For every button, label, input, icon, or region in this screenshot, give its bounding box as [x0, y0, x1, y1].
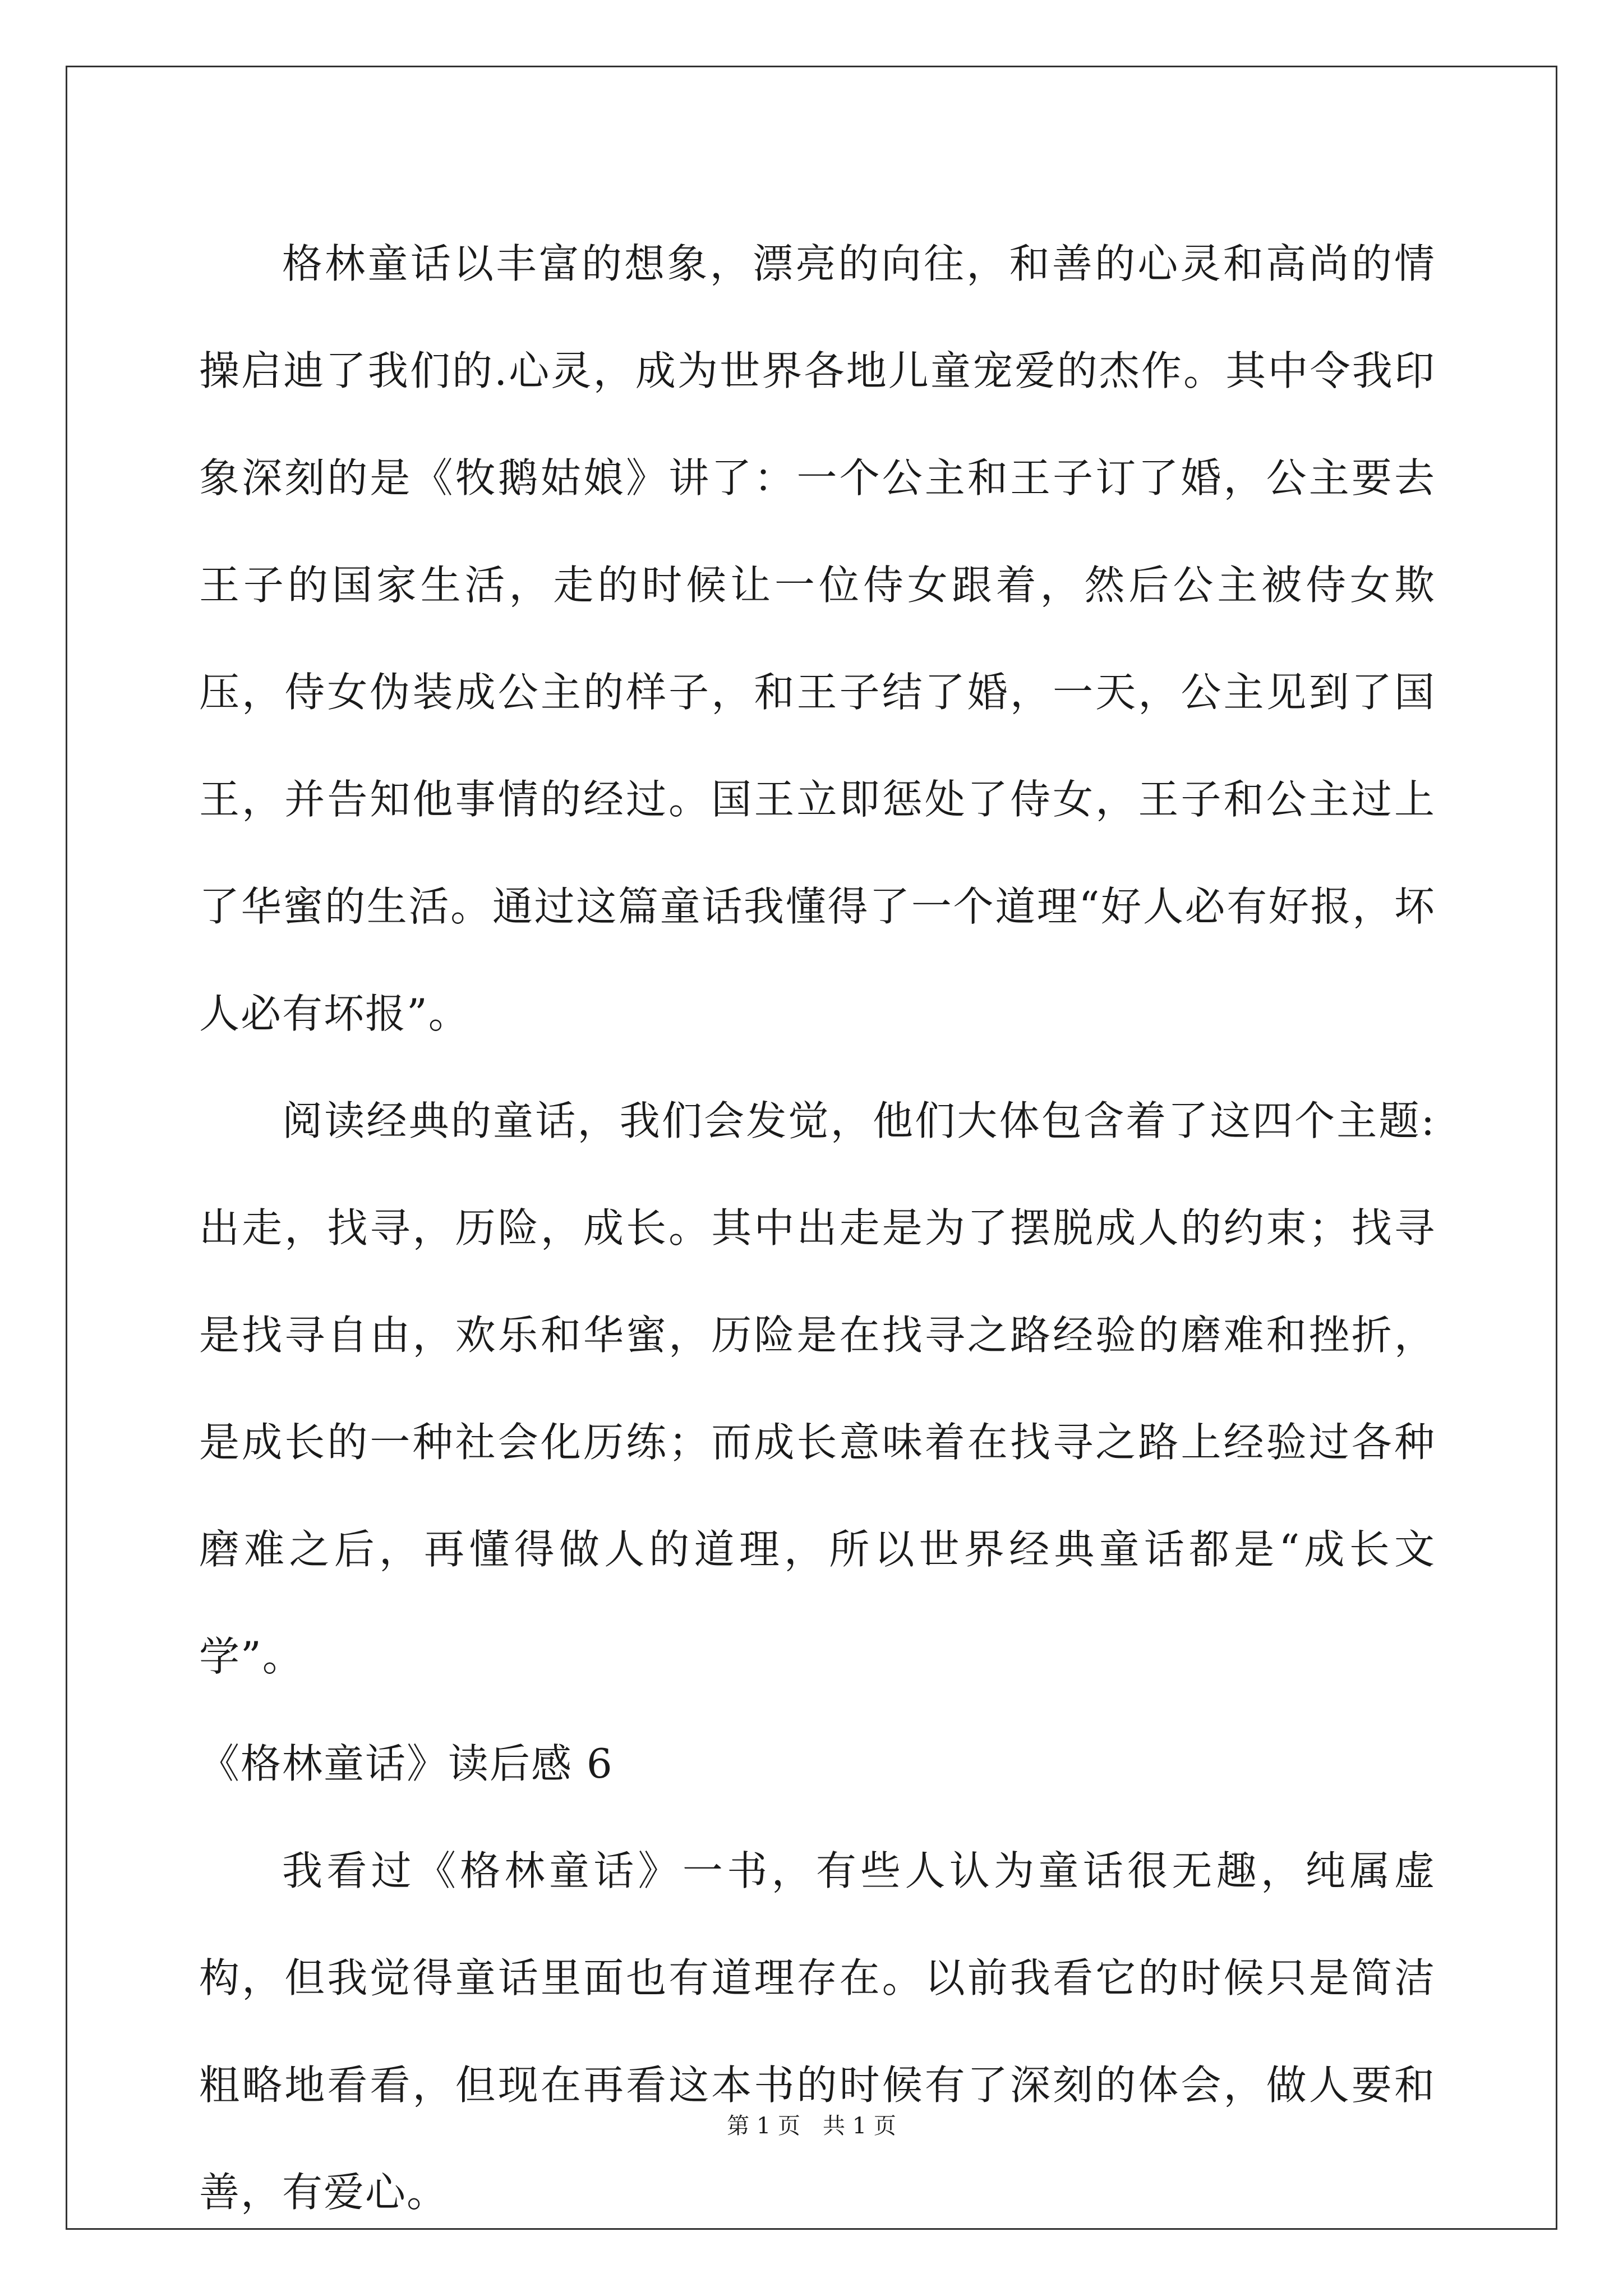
page-number-footer: 第 1 页 共 1 页 — [727, 2113, 896, 2139]
paragraph-2: 阅读经典的童话，我们会发觉，他们大体包含着了这四个主题:出走，找寻，历险，成长。其中出走是为了摆脱成人的约束；找寻是找寻自由，欢乐和华蜜，历险是在找寻之路经验的磨难和挫折，是成长的一种社会化历练；而成长意味着在找寻之路上经验过各种磨难之后，再懂得做人的道理，所以世界经典童话都是“成长文学”。 — [199, 1097, 1436, 1680]
paragraph-1: 格林童话以丰富的想象，漂亮的向往，和善的心灵和高尚的情操启迪了我们的.心灵，成为世界各地儿童宠爱的杰作。其中令我印象深刻的是《牧鹅姑娘》讲了：一个公主和王子订了婚，公主要去王子的国家生活，走的时候让一位侍女跟着，然后公主被侍女欺压，侍女伪装成公主的样子，和王子结了婚，一天，公主见到了国王，并告知他事情的经过。国王立即惩处了侍女，王子和公主过上了华蜜的生活。通过这篇童话我懂得了一个道理“好人必有好报，坏人必有坏报”。 — [199, 240, 1436, 1037]
paragraph-3: 我看过《格林童话》一书，有些人认为童话很无趣，纯属虚构，但我觉得童话里面也有道理存在。以前我看它的时候只是简洁粗略地看看，但现在再看这本书的时候有了深刻的体会，做人要和善，有爱心。 — [199, 1847, 1436, 2216]
document-body — [199, 210, 1436, 2246]
section-heading: 《格林童话》读后感 6 — [199, 1740, 614, 1787]
